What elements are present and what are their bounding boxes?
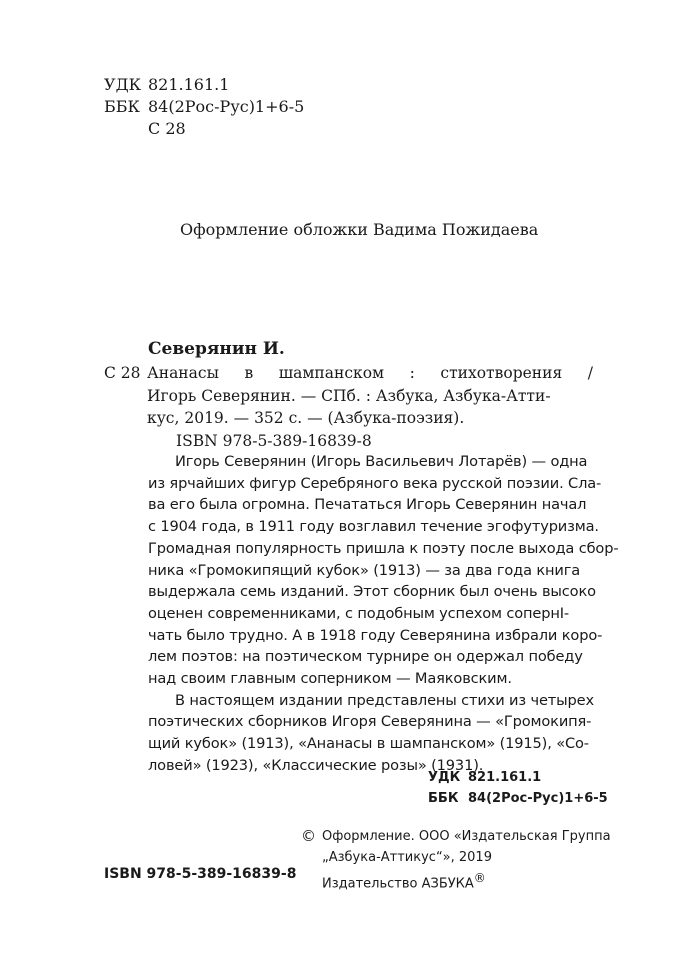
bottom-udk-label: УДК [428, 770, 461, 785]
bottom-classification [428, 767, 608, 809]
annotation-line: В настоящем издании представлены стихи из четырех [175, 691, 594, 709]
catalog-mark: С 28 [104, 364, 141, 382]
description-line: Ананасы в шампанском : стихотворения / [147, 364, 593, 382]
udk-value: 821.161.1 [148, 75, 230, 94]
annotation-line: оценен современниками, с подобным успехом сопернI- [148, 604, 570, 622]
annotation-line: ва его была огромна. Печататься Игорь Северянин начал [148, 496, 587, 514]
bbk-label: ББК [104, 97, 140, 116]
bbk-value: 84(2Рос-Рус)1+6-5 [148, 97, 305, 116]
copyright-block [322, 826, 611, 894]
udk-label: УДК [104, 75, 141, 94]
bottom-bbk-value: 84(2Рос-Рус)1+6-5 [468, 791, 608, 806]
bottom-bbk-line [428, 788, 608, 809]
annotation-line: щий кубок» (1913), «Ананасы в шампанском» (1915), «Со- [148, 735, 589, 753]
bbk-line [104, 96, 304, 118]
description-line: кус, 2019. — 352 с. — (Азбука-поэзия). [147, 409, 465, 427]
annotation-paragraph-1 [148, 451, 618, 690]
annotation-line: с 1904 года, в 1911 году возглавил течение эгофутуризма. [148, 518, 599, 536]
publisher-name: Издательство АЗБУКА [322, 876, 474, 892]
isbn-bottom: ISBN 978-5-389-16839-8 [104, 866, 297, 882]
annotation-line: чать было трудно. А в 1918 году Северянина избрали коро- [148, 626, 603, 644]
bottom-udk-value: 821.161.1 [468, 770, 542, 785]
annotation-line: выдержала семь изданий. Этот сборник был очень высоко [148, 583, 596, 601]
top-classification [104, 74, 304, 140]
annotation-paragraph-2 [148, 690, 618, 777]
udk-line [104, 74, 304, 96]
annotation-line: Игорь Северянин (Игорь Васильевич Лотарёв) — одна [175, 453, 588, 470]
copyright-line-1: Оформление. ООО «Издательская Группа [322, 829, 611, 844]
annotation-line: Громадная популярность пришла к поэту после выхода сбор- [148, 539, 619, 557]
description-line: Игорь Северянин. — СПб. : Азбука, Азбука-Атти- [147, 386, 551, 405]
author-mark: С 28 [148, 119, 186, 138]
author-mark-line [104, 118, 304, 140]
annotation-line: из ярчайших фигур Серебряного века русской поэзии. Сла- [148, 474, 602, 492]
catalog-author: Северянин И. [148, 339, 285, 359]
annotation-line: ника «Громокипящий кубок» (1913) — за два года книга [148, 561, 581, 579]
copyright-line-2: „Азбука-Аттикус“», 2019 [322, 850, 492, 865]
copyright-line-3 [322, 868, 611, 894]
copyright-symbol: © [301, 827, 316, 845]
registered-mark: ® [473, 871, 486, 885]
annotation-line: ловей» (1923), «Классические розы» (1931). [148, 756, 484, 774]
annotation-line: над своим главным соперником — Маяковским. [148, 670, 512, 688]
catalog-isbn: ISBN 978-5-389-16839-8 [176, 431, 372, 450]
bottom-bbk-label: ББК [428, 791, 459, 806]
annotation-line: поэтических сборников Игоря Северянина — «Громокипя- [148, 713, 592, 731]
bottom-udk-line [428, 767, 608, 788]
cover-credit: Оформление обложки Вадима Пожидаева [180, 220, 539, 239]
annotation-line: лем поэтов: на поэтическом турнире он одержал победу [148, 648, 583, 666]
catalog-description [147, 362, 593, 452]
annotation [148, 451, 618, 777]
